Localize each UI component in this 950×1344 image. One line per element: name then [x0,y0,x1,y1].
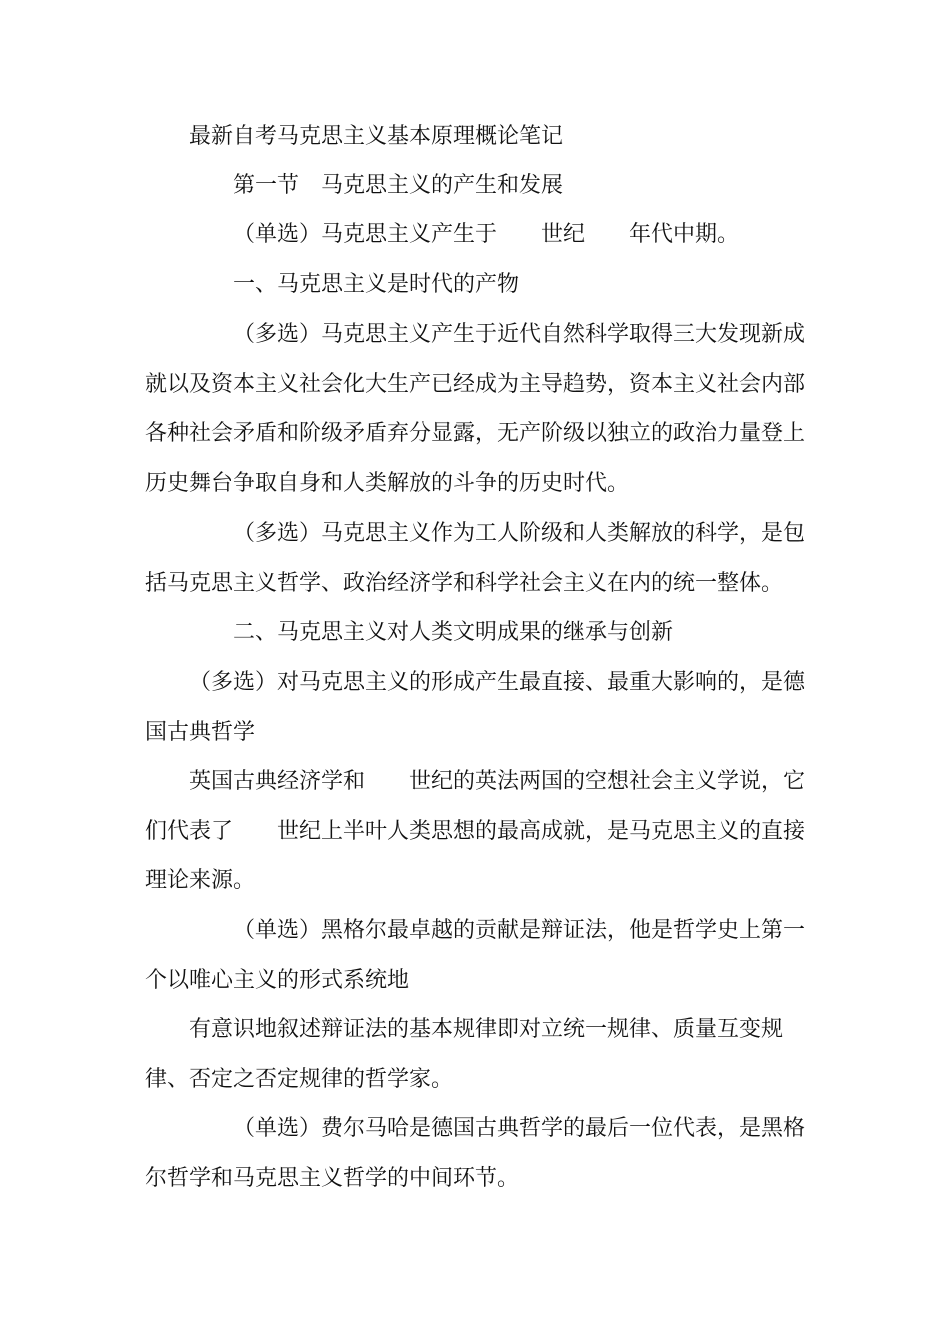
paragraph-dialectics-laws: 有意识地叙述辩证法的基本规律即对立统一规律、质量互变规律、否定之否定规律的哲学家。 [145,1017,784,1092]
paragraph-multi-choice-era: （多选）马克思主义产生于近代自然科学取得三大发现新成就以及资本主义社会化大生产已经成为主导趋势，资本主义社会内部各种社会矛盾和阶级矛盾弃分显露，无产阶级以独立的政治力量登上历史舞台争取自身和人类解放的斗争的历史时代。 [145,322,806,496]
paragraph-single-choice-origin: （单选）马克思主义产生于 世纪 年代中期。 [233,222,740,247]
subheading-era-product: 一、马克思主义是时代的产物 [233,272,520,297]
paragraph-single-choice-hegel: （单选）黑格尔最卓越的贡献是辩证法，他是哲学史上第一个以唯心主义的形式系统地 [145,918,806,993]
paragraph-theory-sources: 英国古典经济学和 世纪的英法两国的空想社会主义学说，它们代表了 世纪上半叶人类思想的最高成就，是马克思主义的直接理论来源。 [145,769,806,893]
subheading-inheritance-innovation: 二、马克思主义对人类文明成果的继承与创新 [233,620,674,645]
section-heading: 第一节 马克思主义的产生和发展 [233,173,564,198]
paragraph-multi-choice-science: （多选）马克思主义作为工人阶级和人类解放的科学，是包括马克思主义哲学、政治经济学和科学社会主义在内的统一整体。 [145,521,806,596]
paragraph-multi-choice-german-philosophy: （多选）对马克思主义的形成产生最直接、最重大影响的，是德国古典哲学 [145,670,806,745]
document-title: 最新自考马克思主义基本原理概论笔记 [189,124,564,149]
paragraph-single-choice-feuerbach: （单选）费尔马哈是德国古典哲学的最后一位代表，是黑格尔哲学和马克思主义哲学的中间环节。 [145,1116,806,1191]
